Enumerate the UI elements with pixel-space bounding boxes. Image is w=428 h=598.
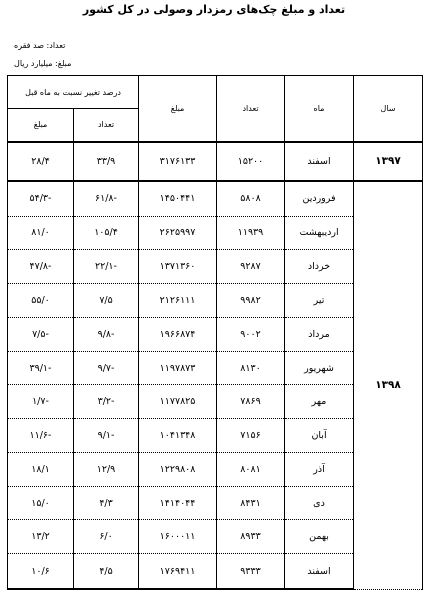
month-cell: فروردین <box>285 181 354 216</box>
amount-cell: ۱۴۱۴۰۴۴ <box>139 486 217 520</box>
pct-count-cell: -۹/۸ <box>74 317 139 351</box>
count-cell: ۷۸۶۹ <box>217 385 285 419</box>
cheque-statistics-table <box>7 75 423 590</box>
header-amount: مبلغ <box>139 76 217 142</box>
amount-cell: ۱۶۰۰۰۱۱ <box>139 520 217 554</box>
header-count: تعداد <box>217 76 285 142</box>
count-cell: ۸۰۸۱ <box>217 452 285 486</box>
pct-amount-cell: -۴۷/۸ <box>8 250 74 284</box>
amount-cell: ۱۹۶۶۸۷۴ <box>139 317 217 351</box>
amount-unit-note: مبلغ: میلیارد ریال <box>14 59 72 68</box>
table-body <box>8 142 423 590</box>
amount-cell: ۱۱۷۷۸۲۵ <box>139 385 217 419</box>
count-cell: ۸۱۳۰ <box>217 351 285 385</box>
pct-count-cell: ۴/۵ <box>74 554 139 589</box>
month-cell: خرداد <box>285 250 354 284</box>
pct-count-cell: -۹/۱ <box>74 419 139 453</box>
count-cell: ۱۵۲۰۰ <box>217 142 285 181</box>
month-cell: تیر <box>285 284 354 318</box>
amount-cell: ۲۱۲۶۱۱۱ <box>139 284 217 318</box>
count-cell: ۹۲۸۷ <box>217 250 285 284</box>
amount-cell: ۱۷۶۹۴۱۱ <box>139 554 217 589</box>
pct-count-cell: -۹/۷ <box>74 351 139 385</box>
header-pct-count: تعداد <box>74 109 139 142</box>
count-cell: ۹۰۰۲ <box>217 317 285 351</box>
count-cell: ۹۹۸۲ <box>217 284 285 318</box>
pct-amount-cell: -۳۹/۱ <box>8 351 74 385</box>
pct-amount-cell: ۱۰/۶ <box>8 554 74 589</box>
pct-amount-cell: -۵۴/۳ <box>8 181 74 216</box>
count-cell: ۷۱۵۶ <box>217 419 285 453</box>
count-cell: ۸۹۳۳ <box>217 520 285 554</box>
month-cell: اسفند <box>285 554 354 589</box>
month-cell: بهمن <box>285 520 354 554</box>
pct-count-cell: ۴/۳ <box>74 486 139 520</box>
pct-count-cell: ۷/۵ <box>74 284 139 318</box>
amount-cell: ۲۶۲۵۹۹۷ <box>139 216 217 250</box>
count-unit-note: تعداد: صد فقره <box>14 41 66 50</box>
pct-count-cell: -۳/۲ <box>74 385 139 419</box>
count-cell: ۱۱۹۳۹ <box>217 216 285 250</box>
header-pct-change: درصد تغییر نسبت به ماه قبل <box>8 76 139 109</box>
table-row <box>8 142 423 181</box>
month-cell: مرداد <box>285 317 354 351</box>
pct-amount-cell: ۲۸/۴ <box>8 142 74 181</box>
pct-count-cell: ۳۳/۹ <box>74 142 139 181</box>
document-title: تعداد و مبلغ چک‌های رمزدار وصولی در کل کشور <box>82 3 346 16</box>
pct-count-cell: -۲۲/۱ <box>74 250 139 284</box>
pct-amount-cell: ۵۵/۰ <box>8 284 74 318</box>
month-cell: اردیبهشت <box>285 216 354 250</box>
pct-amount-cell: ۱۵/۰ <box>8 486 74 520</box>
table-row <box>8 181 423 216</box>
pct-amount-cell: -۷/۵ <box>8 317 74 351</box>
pct-amount-cell: ۸۱/۰ <box>8 216 74 250</box>
month-cell: آذر <box>285 452 354 486</box>
year-cell: ۱۳۹۷ <box>354 142 423 181</box>
year-cell: ۱۳۹۸ <box>354 181 423 589</box>
pct-count-cell: -۶۱/۸ <box>74 181 139 216</box>
amount-cell: ۱۳۷۱۳۶۰ <box>139 250 217 284</box>
pct-count-cell: ۶/۰ <box>74 520 139 554</box>
pct-amount-cell: ۱۳/۲ <box>8 520 74 554</box>
pct-amount-cell: -۱/۷ <box>8 385 74 419</box>
amount-cell: ۱۰۴۱۳۴۸ <box>139 419 217 453</box>
header-year: سال <box>354 76 423 142</box>
amount-cell: ۱۲۲۹۸۰۸ <box>139 452 217 486</box>
month-cell: شهریور <box>285 351 354 385</box>
pct-count-cell: ۱۰۵/۴ <box>74 216 139 250</box>
amount-cell: ۱۴۵۰۴۴۱ <box>139 181 217 216</box>
count-cell: ۹۳۳۳ <box>217 554 285 589</box>
amount-cell: ۱۱۹۷۸۷۳ <box>139 351 217 385</box>
month-cell: دی <box>285 486 354 520</box>
month-cell: اسفند <box>285 142 354 181</box>
pct-amount-cell: ۱۸/۱ <box>8 452 74 486</box>
count-cell: ۸۴۳۱ <box>217 486 285 520</box>
month-cell: آبان <box>285 419 354 453</box>
count-cell: ۵۸۰۸ <box>217 181 285 216</box>
pct-amount-cell: -۱۱/۶ <box>8 419 74 453</box>
header-month: ماه <box>285 76 354 142</box>
amount-cell: ۳۱۷۶۱۳۳ <box>139 142 217 181</box>
pct-count-cell: ۱۲/۹ <box>74 452 139 486</box>
header-pct-amount: مبلغ <box>8 109 74 142</box>
month-cell: مهر <box>285 385 354 419</box>
